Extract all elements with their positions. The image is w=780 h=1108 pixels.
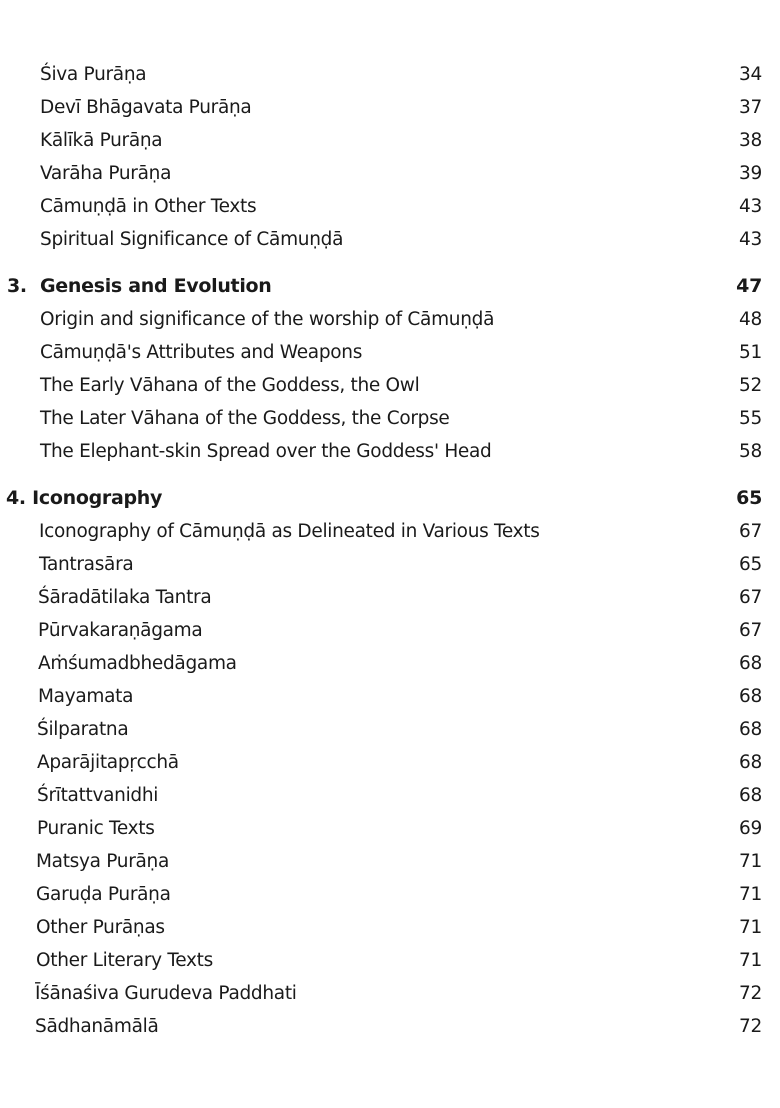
entry-page: 71 (739, 950, 762, 971)
toc-entry (0, 435, 780, 468)
entry-page: 68 (739, 653, 762, 674)
toc-entry (0, 124, 780, 157)
toc-entry (0, 515, 780, 548)
entry-title: Śāradātilaka Tantra (38, 587, 212, 608)
toc-entry (0, 680, 780, 713)
toc-entry (0, 845, 780, 878)
chapter-heading (0, 270, 780, 303)
entry-page: 67 (739, 521, 762, 542)
entry-page: 68 (739, 719, 762, 740)
entry-page: 67 (739, 587, 762, 608)
entry-page: 52 (739, 375, 762, 396)
entry-title: The Early Vāhana of the Goddess, the Owl (40, 375, 420, 396)
entry-page: 55 (739, 408, 762, 429)
entry-page: 68 (739, 752, 762, 773)
entry-title: Other Purāṇas (36, 917, 165, 938)
entry-title: Matsya Purāṇa (36, 851, 170, 872)
entry-title: Iconography of Cāmuṇḍā as Delineated in Various Texts (39, 521, 540, 542)
entry-page: 51 (739, 342, 762, 363)
entry-page: 71 (739, 851, 762, 872)
toc-entry (0, 878, 780, 911)
toc-entry (0, 369, 780, 402)
toc-entry (0, 336, 780, 369)
entry-page: 71 (739, 917, 762, 938)
toc-entry (0, 190, 780, 223)
toc-entry (0, 812, 780, 845)
entry-page: 48 (739, 309, 762, 330)
entry-page: 37 (739, 97, 762, 118)
entry-page: 43 (739, 196, 762, 217)
chapter-heading (0, 482, 780, 515)
toc-entry (0, 779, 780, 812)
entry-title: Pūrvakaraṇāgama (38, 620, 203, 641)
entry-page: 68 (739, 785, 762, 806)
entry-title: Spiritual Significance of Cāmuṇḍā (40, 229, 344, 250)
toc-entry (0, 303, 780, 336)
toc-entry (0, 647, 780, 680)
chapter-number: 3. (7, 275, 27, 297)
entry-page: 43 (739, 229, 762, 250)
toc-entry (0, 713, 780, 746)
entry-title: Mayamata (38, 686, 134, 707)
entry-page: 71 (739, 884, 762, 905)
entry-title: Sādhanāmālā (35, 1016, 159, 1037)
toc-entry (0, 977, 780, 1010)
entry-title: Śrītattvanidhi (37, 785, 159, 806)
toc-entry (0, 614, 780, 647)
entry-title: Cāmuṇḍā in Other Texts (40, 196, 257, 217)
entry-page: 72 (739, 983, 762, 1004)
entry-title: Devī Bhāgavata Purāṇa (40, 97, 252, 118)
entry-title: Īśānaśiva Gurudeva Paddhati (35, 983, 297, 1004)
toc-entry (0, 402, 780, 435)
entry-page: 67 (739, 620, 762, 641)
toc-entry (0, 223, 780, 256)
entry-title: Varāha Purāṇa (40, 163, 172, 184)
entry-title: Puranic Texts (37, 818, 155, 839)
entry-page: 72 (739, 1016, 762, 1037)
toc-entry (0, 944, 780, 977)
toc-entry (0, 746, 780, 779)
chapter-page: 65 (736, 487, 762, 509)
toc-entry (0, 157, 780, 190)
chapter-title: 4. Iconography (6, 487, 163, 509)
entry-page: 65 (739, 554, 762, 575)
table-of-contents (0, 58, 780, 1043)
toc-entry (0, 581, 780, 614)
entry-title: Aṁśumadbhedāgama (38, 653, 237, 674)
entry-page: 68 (739, 686, 762, 707)
entry-page: 39 (739, 163, 762, 184)
entry-title: Śilparatna (37, 719, 129, 740)
entry-title: The Later Vāhana of the Goddess, the Corpse (40, 408, 450, 429)
entry-page: 69 (739, 818, 762, 839)
entry-page: 34 (739, 64, 762, 85)
entry-title: Tantrasāra (39, 554, 134, 575)
toc-entry (0, 91, 780, 124)
entry-title: Cāmuṇḍā's Attributes and Weapons (40, 342, 363, 363)
entry-title: Garuḍa Purāṇa (36, 884, 171, 905)
entry-page: 58 (739, 441, 762, 462)
toc-entry (0, 58, 780, 91)
entry-title: Kālīkā Purāṇa (40, 130, 163, 151)
entry-title: Śiva Purāṇa (40, 64, 147, 85)
entry-page: 38 (739, 130, 762, 151)
entry-title: Origin and significance of the worship of Cāmuṇḍā (40, 309, 495, 330)
chapter-title: Genesis and Evolution (40, 275, 272, 297)
entry-title: The Elephant-skin Spread over the Goddess' Head (40, 441, 492, 462)
toc-entry (0, 548, 780, 581)
entry-title: Other Literary Texts (36, 950, 213, 971)
toc-entry (0, 1010, 780, 1043)
toc-entry (0, 911, 780, 944)
chapter-page: 47 (736, 275, 762, 297)
entry-title: Aparājitapṛcchā (37, 752, 179, 773)
